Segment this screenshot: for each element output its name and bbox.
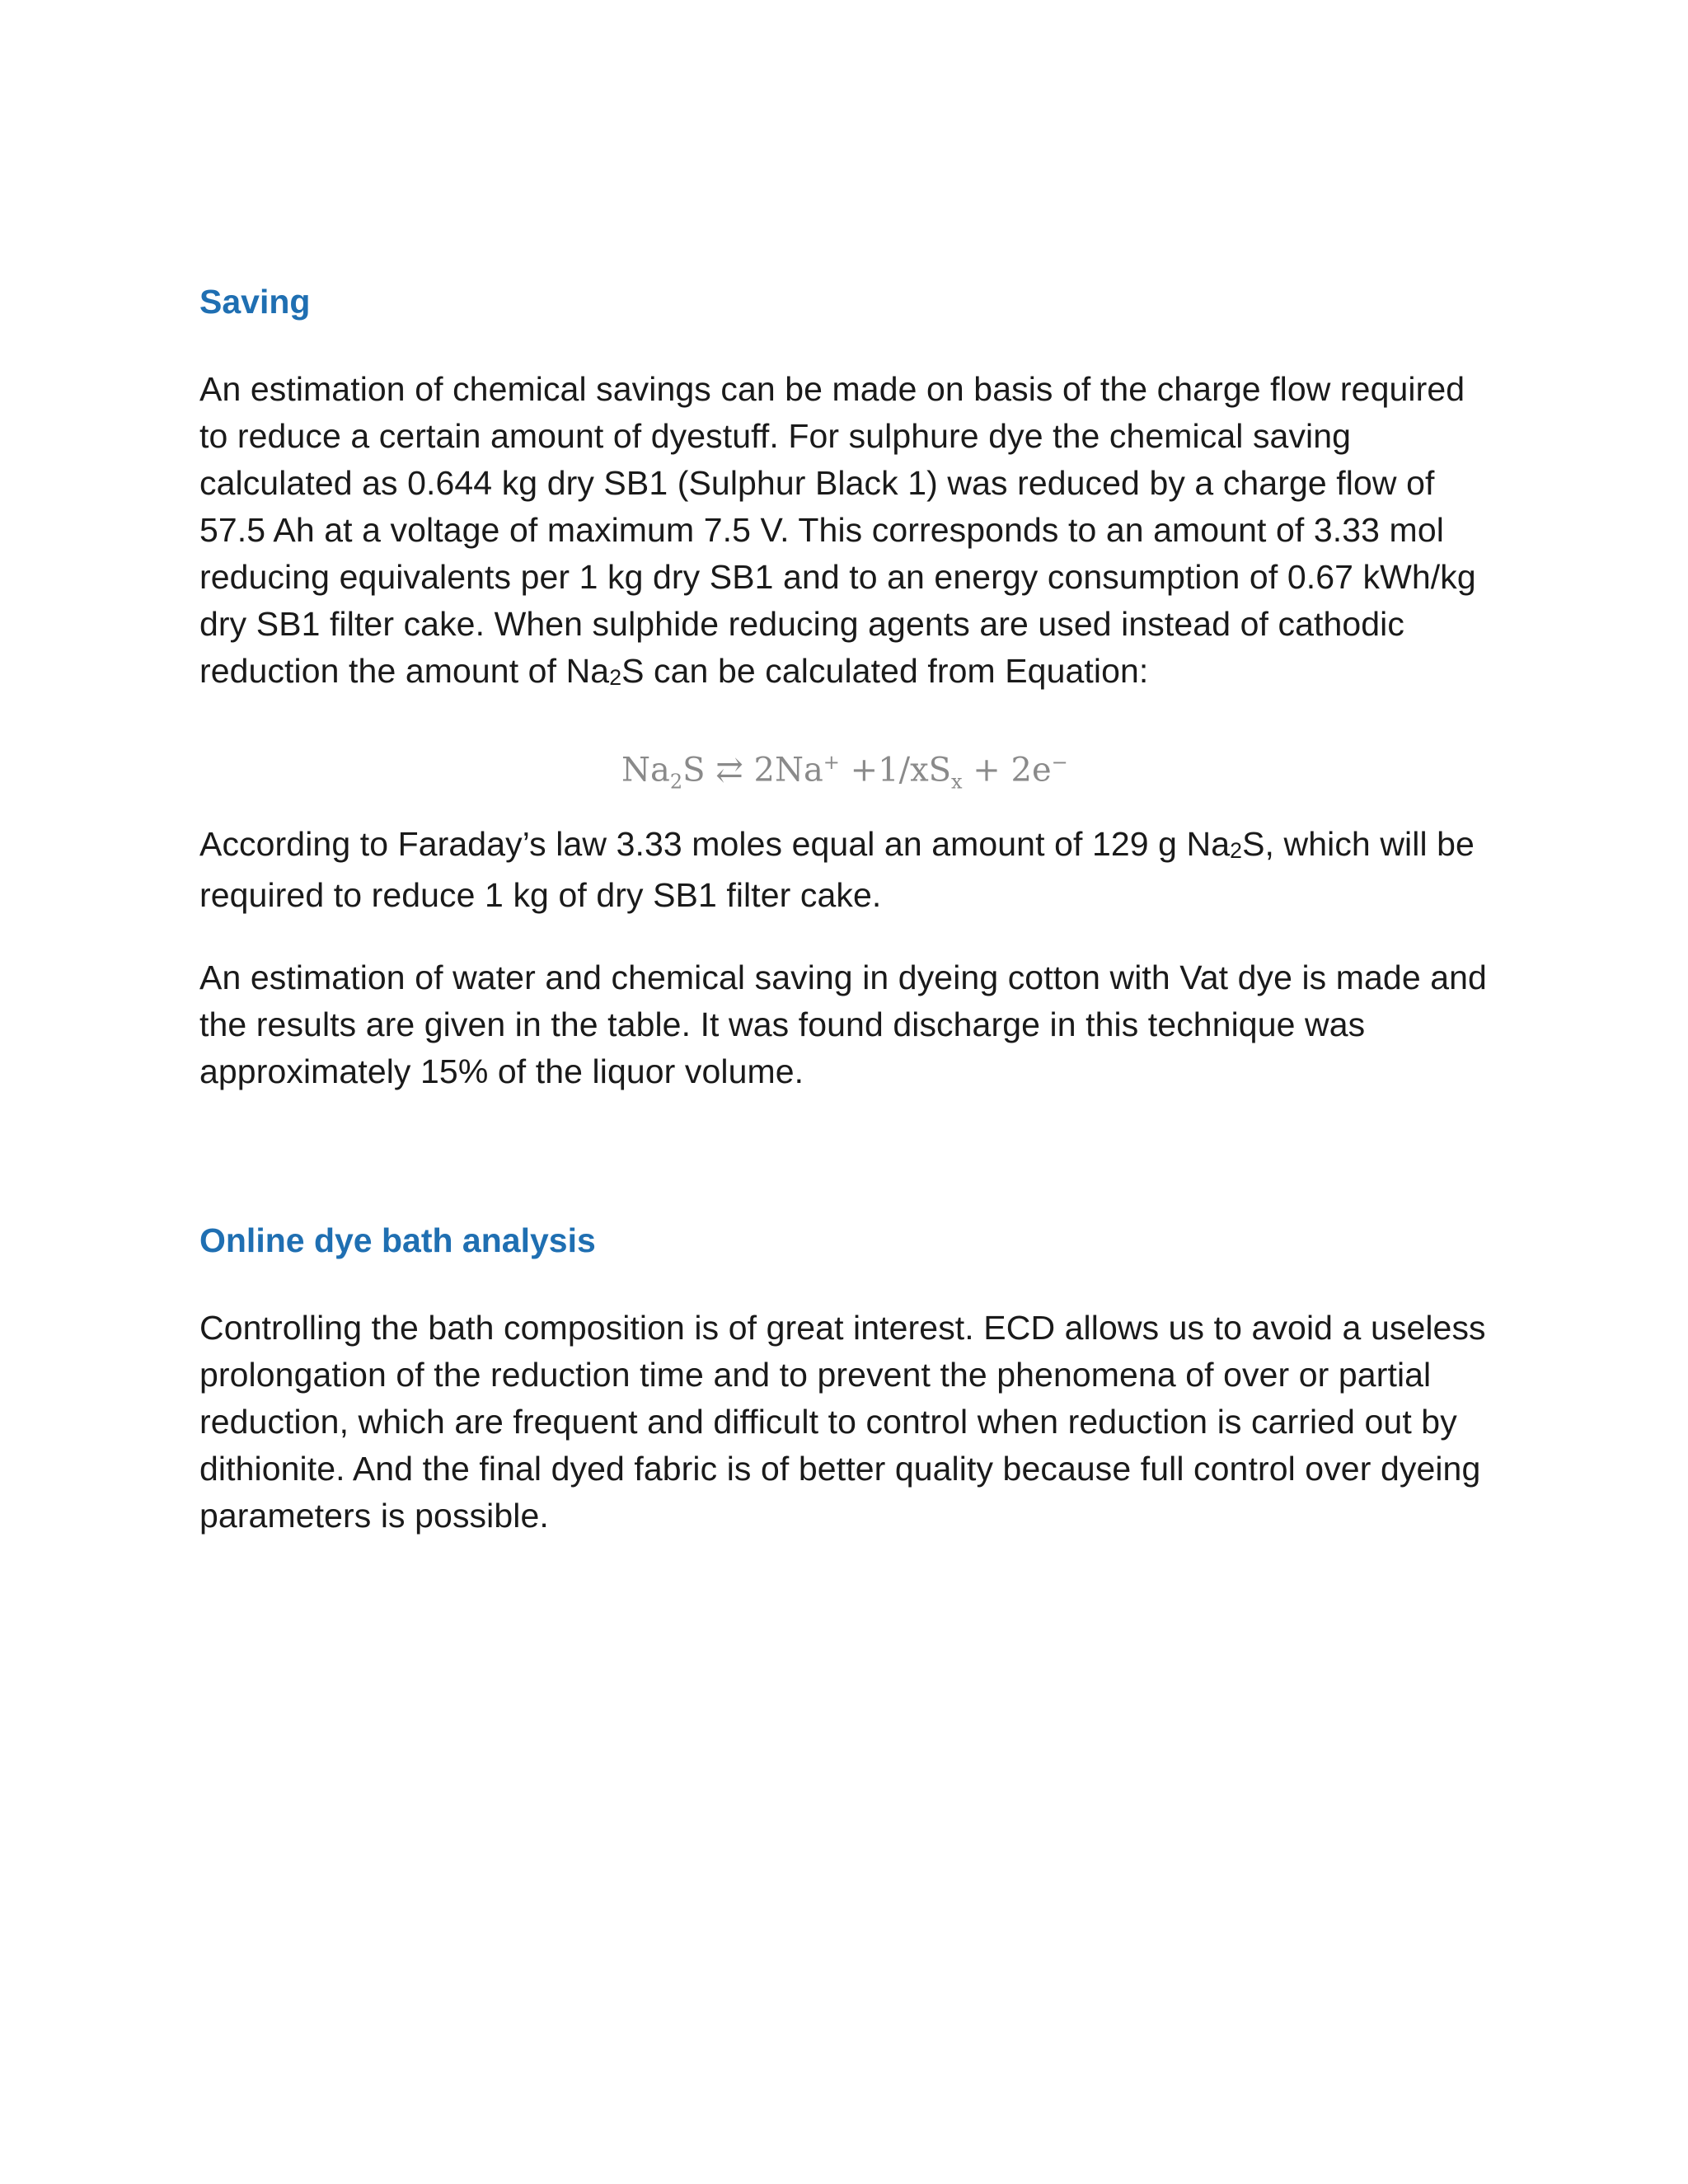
paragraph-text: S can be calculated from Equation:: [621, 652, 1149, 690]
section-heading-online-analysis: Online dye bath analysis: [199, 1221, 596, 1259]
equation-sodium-sulfide: [621, 742, 1116, 802]
paragraph-text: An estimation of chemical savings can be made on basis of the charge flow required to reduce a certain amount of dyestuff. For sulphure dye the chemical saving calculated as 0.644 kg dry SB1 (Sulphur Black 1) was reduced by a charge flow of 57.5 Ah at a voltage of maximum 7.5 V. This corresponds to an amount of 3.33 mol reducing equivalents per 1 kg dry SB1 and to an energy consumption of 0.67 kWh/kg dry SB1 filter cake. When sulphide reducing agents are used instead of cathodic reduction the amount of Na: [199, 370, 1476, 690]
paragraph-faraday-law: [199, 821, 1502, 919]
equation-superscript: −: [1051, 751, 1068, 774]
paragraph-bath-composition: Controlling the bath composition is of great interest. ECD allows us to avoid a useless prolongation of the reduction time and to prevent the phenomena of over or partial reduction, which are frequent and difficult to control when reduction is carried out by dithionite. And the final dyed fabric is of better quality because full control over dyeing parameters is possible.: [199, 1309, 1486, 1535]
equation-term: 2Na: [753, 751, 823, 790]
equation-subscript: 2: [669, 770, 683, 794]
equation-term: +1/xS: [850, 751, 952, 790]
paragraph-chemical-savings: [199, 366, 1502, 699]
equation-subscript: x: [951, 770, 963, 794]
equation-term: S: [682, 751, 706, 790]
equilibrium-arrow: ⇄: [715, 751, 743, 790]
equation-superscript: +: [823, 751, 840, 774]
section-heading-saving: Saving: [199, 283, 311, 321]
paragraph-text: According to Faraday’s law 3.33 moles equal an amount of 129 g Na: [199, 825, 1231, 863]
equation-term: + 2e: [973, 751, 1052, 790]
subscript: 2: [609, 664, 622, 690]
paragraph-water-saving: An estimation of water and chemical saving in dyeing cotton with Vat dye is made and the results are given in the table. It was found discharge in this technique was approximately 15% of the liquor volume.: [199, 958, 1487, 1090]
paragraph-text: S, which will be required to reduce 1 kg of dry SB1 filter cake.: [199, 825, 1475, 914]
subscript: 2: [1230, 837, 1243, 863]
equation-term: Na: [621, 751, 670, 790]
